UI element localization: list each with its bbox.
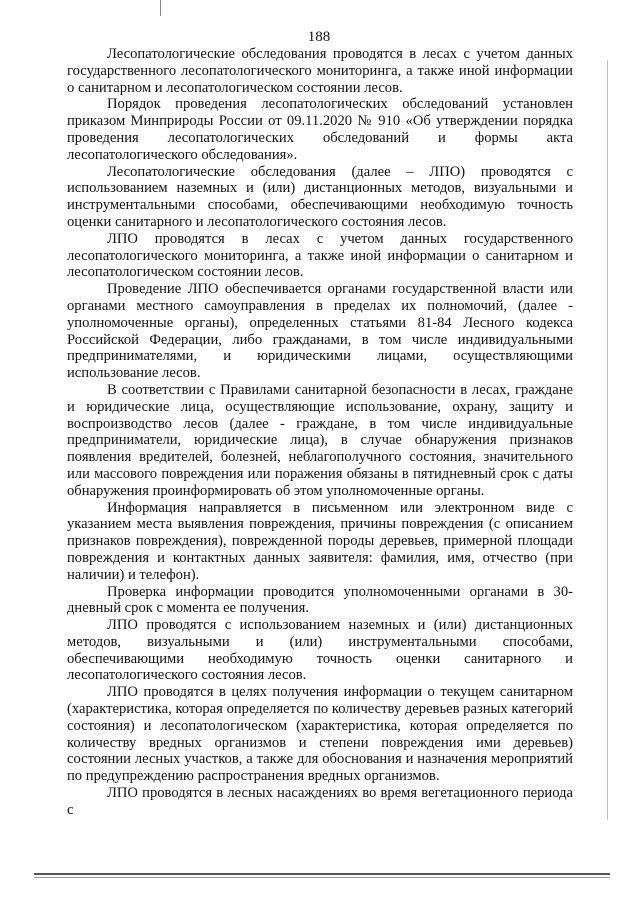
paragraph: Проверка информации проводится уполномоченными органами в 30-дневный срок с момента ее получения. bbox=[67, 583, 573, 617]
paragraph: Лесопатологические обследования проводятся в лесах с учетом данных государственного лесопатологического мониторинга, а также иной информации о санитарном и лесопатологическом состоянии лесов. bbox=[67, 46, 573, 96]
page-number: 188 bbox=[307, 29, 331, 45]
paragraph: Порядок проведения лесопатологических обследований установлен приказом Минприроды России от 09.11.2020 № 910 «Об утверждении порядка проведения лесопатологических обследований и формы акта лесопатологического обследования». bbox=[67, 96, 573, 163]
scan-mark bbox=[160, 0, 161, 16]
paragraph: ЛПО проводятся в лесах с учетом данных государственного лесопатологического мониторинга, а также иной информации о санитарном и лесопатологическом состоянии лесов. bbox=[67, 230, 573, 281]
paragraph: Информация направляется в письменном или электронном виде с указанием места выявления повреждения, причины повреждения (с описанием признаков повреждения), поврежденной породы деревьев, примерной площади повреждения и контактных данных заявителя: фамилия, имя, отчество (при наличии) и телефон). bbox=[67, 499, 573, 583]
body-text bbox=[67, 46, 573, 819]
paragraph: Проведение ЛПО обеспечивается органами государственной власти или органами местного самоуправления в пределах их полномочий, (далее - уполномоченные органы), определенных статьями 81-84 Лесного кодекса Российской Федерации, либо гражданами, в том числе индивидуальными предпринимателями, и юридическими лицами, осуществляющими использование лесов. bbox=[67, 281, 573, 382]
paragraph: ЛПО проводятся в лесных насаждениях во время вегетационного периода с bbox=[67, 785, 573, 818]
paragraph: Лесопатологические обследования (далее – ЛПО) проводятся с использованием наземных и (или) дистанционных методов, визуальными и инструментальными способами, обеспечивающими необходимую точность оценки санитарного и лесопатологического состояния лесов. bbox=[67, 163, 573, 230]
paragraph: ЛПО проводятся в целях получения информации о текущем санитарном (характеристика, которая определяется по количеству деревьев разных категорий состояния) и лесопатологическом (характеристика, которая определяется по количеству вредных организмов и степени повреждения ими деревьев) состоянии лесных участков, а также для обоснования и назначения мероприятий по предупреждению распространения вредных организмов. bbox=[67, 684, 573, 785]
scan-border bbox=[34, 877, 610, 878]
scan-edge bbox=[607, 60, 608, 820]
paragraph: В соответствии с Правилами санитарной безопасности в лесах, граждане и юридические лица, осуществляющие использование, охрану, защиту и воспроизводство лесов (далее - граждане, в том числе индивидуальные предприниматели, юридические лица), в случае обнаружения признаков появления вредителей, болезней, неблагополучного состояния, значительного или массового повреждения или поражения обязаны в пятидневный срок с даты обнаружения проинформировать об этом уполномоченные органы. bbox=[67, 381, 573, 499]
scan-border bbox=[34, 873, 610, 875]
paragraph: ЛПО проводятся с использованием наземных и (или) дистанционных методов, визуальными и (или) инструментальными способами, обеспечивающими необходимую точность оценки санитарного и лесопатологического состояния лесов. bbox=[67, 617, 573, 684]
